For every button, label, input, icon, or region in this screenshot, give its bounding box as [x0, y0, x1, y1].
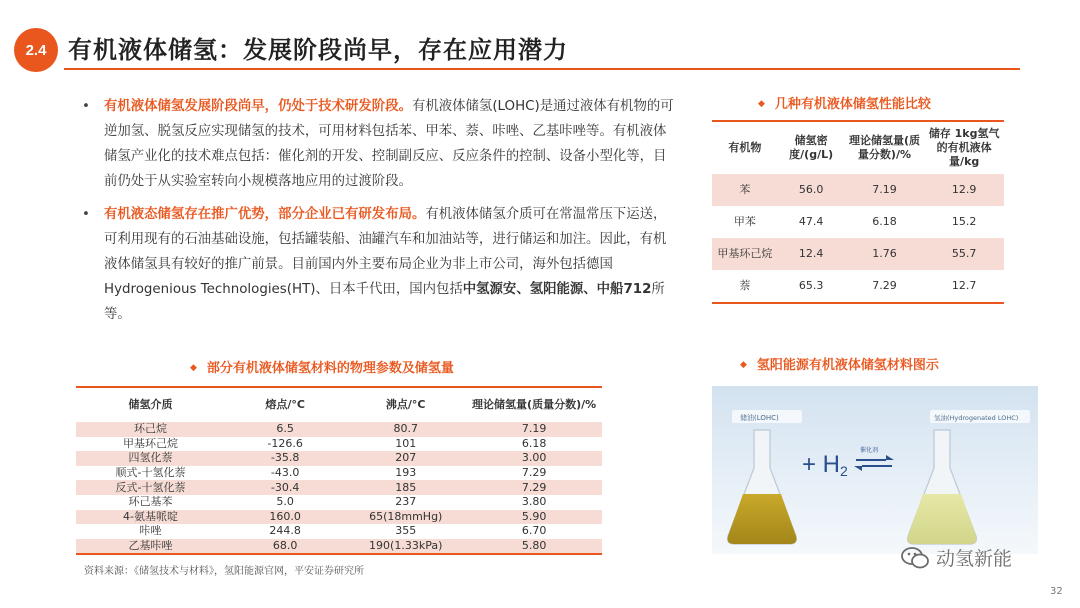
table2-row — [712, 206, 1004, 238]
table1-header-cell: 储氢介质 — [76, 387, 225, 422]
table1-cell: 193 — [395, 466, 417, 480]
bullet-item — [82, 202, 678, 327]
table1-cell: 68.0 — [225, 539, 345, 555]
table2-header-cell: 储存 1kg氢气的有机液体量/kg — [924, 121, 1004, 174]
table1-header-cell: 熔点/°C — [225, 387, 345, 422]
table1-cell: 5.0 — [276, 495, 294, 509]
table1-cell: 甲基环己烷 — [123, 436, 179, 450]
bullet-highlight: 有机液体储氢发展阶段尚早，仍处于技术研发阶段。 — [104, 99, 412, 114]
table2-cell: 12.4 — [778, 238, 845, 270]
table1-cell: 咔唑 — [139, 524, 162, 538]
left-flask-label: 储油(LOHC) — [740, 414, 779, 422]
table1-cell: 65(18mmHg) — [345, 510, 466, 525]
table1-cell: 190(1.33kPa) — [345, 539, 466, 555]
table1-cell: -126.6 — [267, 436, 303, 450]
table1-cell: 3.80 — [521, 495, 547, 509]
wechat-icon — [900, 546, 930, 570]
table2-row — [712, 270, 1004, 303]
reversible-arrow-icon — [854, 455, 894, 471]
lohc-photo — [712, 386, 1038, 554]
table1-cell: 80.7 — [345, 422, 466, 437]
table1-row — [76, 539, 602, 555]
table1-cell: 101 — [395, 436, 417, 450]
table1-cell: 环己烷 — [76, 422, 225, 437]
table2-header-cell: 理论储氢量(质量分数)/% — [845, 121, 925, 174]
diamond-icon: ◆ — [758, 99, 765, 109]
table1-cell: 207 — [345, 451, 466, 466]
table1-materials — [76, 386, 602, 555]
diamond-icon: ◆ — [190, 363, 197, 373]
bullet-item — [82, 94, 678, 194]
table1-cell: 6.70 — [521, 524, 547, 538]
photo-caption: ◆ 氢阳能源有机液体储氢材料图示 — [740, 358, 939, 373]
table1-cell: -43.0 — [270, 466, 300, 480]
table1-row — [76, 524, 602, 539]
bullet-text: 有机液体储氢介质可在常温常压下运送，可利用现有的石油基础设施，包括罐装船、油罐汽车和加油站等，进行储运和加注。因此，有机液体储氢具有较好的推广前景。目前国内外主要布局企业为非上市公司，海外包括德国Hydrogenious Technologies(HT)、日本千代田，国内包括 — [104, 207, 667, 297]
table2-cell: 萘 — [712, 270, 778, 303]
table2-cell: 7.29 — [845, 270, 925, 303]
table2-cell: 12.9 — [924, 174, 1004, 206]
table2-cell: 55.7 — [924, 238, 1004, 270]
catalyst-label: 催化剂 — [860, 447, 879, 454]
table1-header-cell: 沸点/°C — [345, 387, 466, 422]
plus-h2-label: + H2 — [802, 451, 848, 479]
table1-cell: 6.5 — [225, 422, 345, 437]
page-title: 有机液体储氢：发展阶段尚早，存在应用潜力 — [68, 36, 568, 64]
table1-cell: 5.80 — [466, 539, 602, 555]
bullet-highlight: 有机液态储氢存在推广优势，部分企业已有研发布局。 — [104, 207, 426, 222]
table1-cell: 3.00 — [466, 451, 602, 466]
table1-header-row — [76, 387, 602, 422]
table2-performance — [712, 120, 1004, 304]
section-badge: 2.4 — [14, 28, 58, 72]
table1-row — [76, 480, 602, 495]
bullet-list — [82, 94, 678, 335]
table2-header-cell: 有机物 — [712, 121, 778, 174]
table2-cell: 苯 — [712, 174, 778, 206]
table1-cell: 4-氨基哌啶 — [76, 510, 225, 525]
right-flask-oil — [908, 494, 977, 544]
table1-cell: -35.8 — [225, 451, 345, 466]
table2-cell: 56.0 — [778, 174, 845, 206]
table2-cell: 甲基环己烷 — [712, 238, 778, 270]
table1-row — [76, 451, 602, 466]
table2-cell: 12.7 — [924, 270, 1004, 303]
table1-cell: 185 — [345, 480, 466, 495]
flask-illustration — [712, 386, 1038, 554]
table1-row — [76, 466, 602, 481]
table2-cell: 47.4 — [798, 215, 824, 228]
left-flask-oil — [728, 494, 797, 544]
table1-header-cell: 理论储氢量(质量分数)/% — [466, 387, 602, 422]
table2-row — [712, 174, 1004, 206]
table2-cell: 6.18 — [872, 215, 897, 228]
page-number: 32 — [1050, 586, 1063, 597]
table1-row — [76, 422, 602, 437]
table2-cell: 甲苯 — [733, 215, 756, 228]
watermark: 动氢新能 — [900, 544, 1012, 571]
bullet-tail: 所等。 — [104, 282, 665, 322]
table2-header-cell: 储氢密度/(g/L) — [778, 121, 845, 174]
table1-cell: 7.19 — [466, 422, 602, 437]
table1-cell: 6.18 — [521, 436, 547, 450]
right-flask-label: 氢油(Hydrogenated LOHC) — [934, 414, 1019, 422]
table1-cell: 顺式-十氢化萘 — [115, 466, 186, 480]
bullet-text: 有机液体储氢(LOHC)是通过液体有机物的可逆加氢、脱氢反应实现储氢的技术，可用材料包括苯、甲苯、萘、咔唑、乙基咔唑等。有机液体储氢产业化的技术难点包括：催化剂的开发、控制副反应、反应条件的控制、设备小型化等，目前仍处于从实验室转向小规模落地应用的过渡阶段。 — [104, 99, 674, 189]
table1-row — [76, 437, 602, 452]
table2-cell: 7.19 — [845, 174, 925, 206]
table1-caption: ◆ 部分有机液体储氢材料的物理参数及储氢量 — [190, 361, 454, 376]
bullet-dot-icon: • — [82, 99, 90, 114]
table2-cell: 15.2 — [951, 215, 977, 228]
bullet-bold-companies: 中氢源安、氢阳能源、中船712 — [462, 282, 652, 297]
table1-cell: 反式-十氢化萘 — [76, 480, 225, 495]
source-note: 资料来源：《储氢技术与材料》，氢阳能源官网，平安证券研究所 — [84, 566, 364, 577]
table1-cell: 5.90 — [466, 510, 602, 525]
table2-header-row — [712, 121, 1004, 174]
bullet-dot-icon: • — [82, 207, 90, 222]
table1-cell: 160.0 — [225, 510, 345, 525]
table1-cell: 244.8 — [269, 524, 301, 538]
table1-cell: 7.29 — [521, 466, 547, 480]
table1-cell: 乙基咔唑 — [76, 539, 225, 555]
table2-cell: 65.3 — [778, 270, 845, 303]
table1-row — [76, 495, 602, 510]
title-divider — [64, 68, 1020, 70]
table1-cell: 7.29 — [466, 480, 602, 495]
table1-cell: 237 — [395, 495, 417, 509]
table1-cell: 四氢化萘 — [76, 451, 225, 466]
table1-cell: 355 — [395, 524, 417, 538]
table2-cell: 1.76 — [845, 238, 925, 270]
table2-row — [712, 238, 1004, 270]
table1-cell: 环己基苯 — [128, 495, 173, 509]
table1-row — [76, 510, 602, 525]
table1-cell: -30.4 — [225, 480, 345, 495]
diamond-icon: ◆ — [740, 360, 747, 370]
table2-caption: ◆ 几种有机液体储氢性能比较 — [758, 97, 931, 112]
